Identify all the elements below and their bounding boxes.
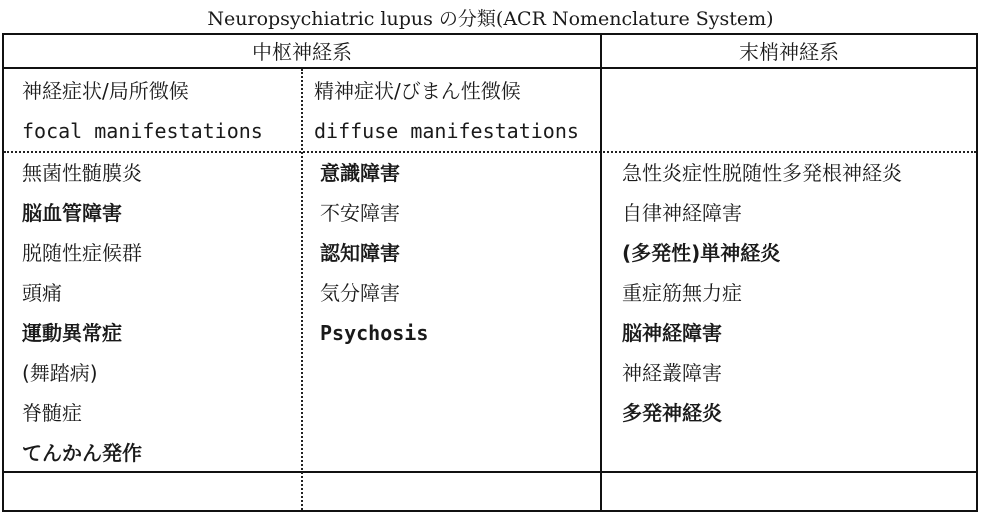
peripheral-nervous-system-list [622,153,902,433]
document-title: Neuropsychiatric lupus の分類(ACR Nomenclature System) [207,8,774,30]
focal-item: 脱随性症候群 [22,241,142,265]
focal-item: 脊髄症 [22,401,82,425]
focal-subheader-jp: 神経症状/局所徴候 [22,79,189,103]
focal-item: 運動異常症 [22,321,122,345]
pns-item: 自律神経障害 [622,201,742,225]
pns-item: 重症筋無力症 [622,281,742,305]
cns-pns-divider [600,35,602,510]
pns-item: (多発性)単神経炎 [622,241,781,265]
focal-manifestations-list [22,153,142,473]
diffuse-subheader-jp: 精神症状/びまん性徴候 [314,79,521,103]
classification-table [2,33,978,512]
diffuse-item: 不安障害 [320,201,400,225]
diffuse-item: 認知障害 [320,241,400,265]
focal-diffuse-divider [301,69,303,510]
focal-item: 脳血管障害 [22,201,122,225]
diffuse-manifestations-list [320,153,428,353]
header-divider [4,67,976,69]
focal-item: (舞踏病) [22,361,98,385]
pns-header: 末梢神経系 [739,40,839,64]
diffuse-item: 気分障害 [320,281,400,305]
focal-item: てんかん発作 [22,441,142,465]
pns-item: 急性炎症性脱随性多発根神経炎 [622,161,902,185]
diffuse-item: 意識障害 [320,161,400,185]
cns-header: 中枢神経系 [252,40,352,64]
diffuse-item: Psychosis [320,321,429,345]
focal-item: 頭痛 [22,281,62,305]
pns-item: 脳神経障害 [622,321,722,345]
footer-divider [4,471,976,473]
focal-subheader-en: focal manifestations [22,119,263,143]
pns-item: 神経叢障害 [622,361,722,385]
focal-item: 無菌性髄膜炎 [22,161,142,185]
pns-item: 多発神経炎 [622,401,722,425]
diffuse-subheader-en: diffuse manifestations [314,119,579,143]
